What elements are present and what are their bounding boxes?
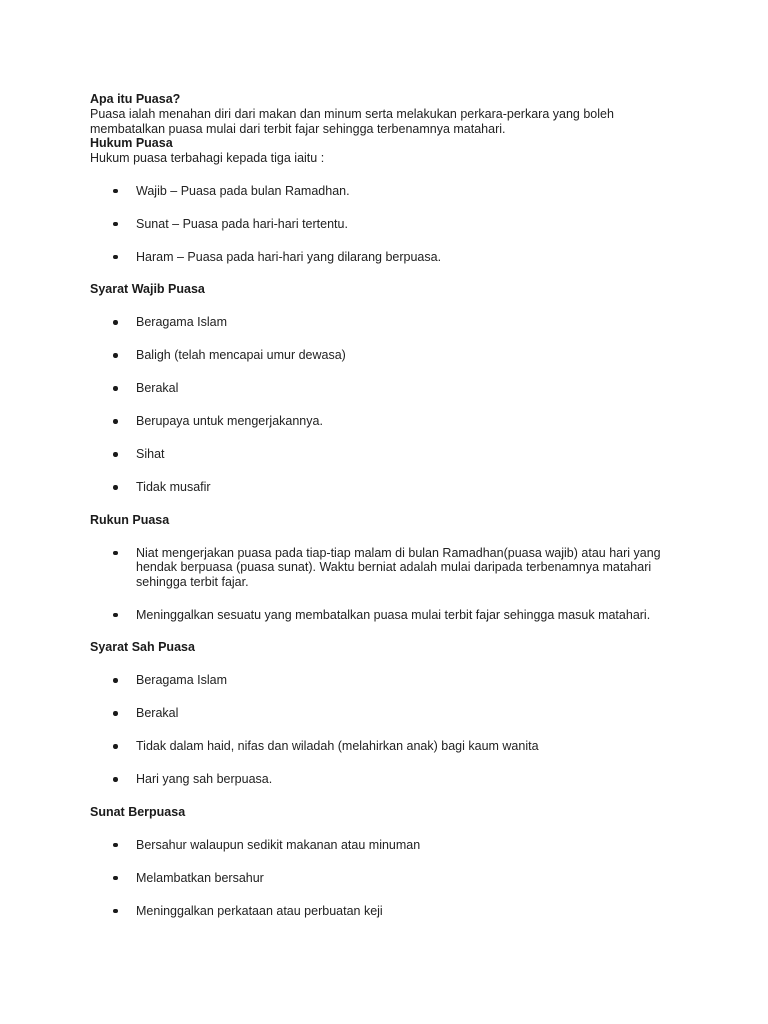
list-item-text: Meninggalkan sesuatu yang membatalkan puasa mulai terbit fajar sehingga masuk matahari.	[136, 607, 651, 622]
list-item	[90, 447, 661, 462]
list-item	[90, 546, 661, 590]
list-item-text: Meninggalkan perkataan atau perbuatan keji	[136, 903, 383, 918]
list-item-text: Beragama Islam	[136, 315, 228, 329]
hukum-list	[90, 184, 690, 265]
list-item	[90, 838, 661, 853]
list-item-text: Melambatkan bersahur	[136, 870, 264, 885]
bullet-icon	[113, 909, 118, 914]
bullet-icon	[113, 551, 118, 556]
list-item	[90, 480, 661, 495]
syarat-sah-list	[90, 673, 690, 787]
rukun-list	[90, 546, 690, 623]
intro-paragraph: Puasa ialah menahan diri dari makan dan minum serta melakukan perkara-perkara yang boleh membatalkan puasa mulai dari terbit fajar sehingga terbenamnya matahari.	[90, 107, 614, 136]
bullet-icon	[113, 189, 118, 194]
syarat-wajib-list	[90, 315, 690, 495]
list-item	[90, 348, 661, 363]
intro-heading: Apa itu Puasa?	[90, 92, 181, 106]
bullet-icon	[113, 386, 118, 391]
syarat-sah-heading: Syarat Sah Puasa	[90, 640, 195, 654]
list-item	[90, 904, 661, 919]
bullet-icon	[113, 744, 118, 749]
list-item-text: Tidak musafir	[136, 480, 211, 494]
list-item-text: Bersahur walaupun sedikit makanan atau minuman	[136, 837, 421, 852]
list-item	[90, 706, 661, 721]
list-item	[90, 414, 661, 429]
bullet-icon	[113, 320, 118, 325]
list-item	[90, 184, 661, 199]
hukum-heading: Hukum Puasa	[90, 136, 173, 150]
list-item-text: Sunat – Puasa pada hari-hari tertentu.	[136, 216, 348, 231]
list-item-text: Haram – Puasa pada hari-hari yang dilarang berpuasa.	[136, 249, 442, 264]
list-item	[90, 608, 661, 623]
list-item-text: Berakal	[136, 381, 179, 395]
bullet-icon	[113, 777, 118, 782]
list-item	[90, 381, 661, 396]
bullet-icon	[113, 876, 118, 881]
list-item-text: Berupaya untuk mengerjakannya.	[136, 414, 323, 428]
bullet-icon	[113, 419, 118, 424]
bullet-icon	[113, 843, 118, 848]
list-item-text: Niat mengerjakan puasa pada tiap-tiap malam di bulan Ramadhan(puasa wajib) atau hari yang hendak berpuasa (puasa sunat). Waktu berniat adalah mulai daripada terbenamnya matahari sehingga terbit fajar.	[136, 545, 661, 589]
list-item	[90, 772, 661, 787]
bullet-icon	[113, 711, 118, 716]
sunat-list	[90, 838, 690, 919]
bullet-icon	[113, 452, 118, 457]
rukun-heading: Rukun Puasa	[90, 512, 170, 527]
list-item	[90, 871, 661, 886]
list-item	[90, 673, 661, 688]
bullet-icon	[113, 353, 118, 358]
list-item-text: Tidak dalam haid, nifas dan wiladah (melahirkan anak) bagi kaum wanita	[136, 739, 539, 753]
list-item-text: Berakal	[136, 706, 179, 720]
bullet-icon	[113, 485, 118, 490]
list-item	[90, 315, 661, 330]
list-item-text: Sihat	[136, 447, 165, 461]
bullet-icon	[113, 255, 118, 260]
list-item	[90, 250, 661, 265]
hukum-paragraph: Hukum puasa terbahagi kepada tiga iaitu :	[90, 151, 325, 165]
list-item	[90, 739, 661, 754]
bullet-icon	[113, 613, 118, 618]
syarat-wajib-heading: Syarat Wajib Puasa	[90, 282, 205, 296]
list-item	[90, 217, 661, 232]
list-item-text: Beragama Islam	[136, 673, 228, 687]
bullet-icon	[113, 222, 118, 227]
bullet-icon	[113, 678, 118, 683]
sunat-heading: Sunat Berpuasa	[90, 804, 186, 819]
list-item-text: Wajib – Puasa pada bulan Ramadhan.	[136, 183, 350, 198]
document-content	[90, 92, 690, 918]
list-item-text: Baligh (telah mencapai umur dewasa)	[136, 348, 346, 362]
list-item-text: Hari yang sah berpuasa.	[136, 772, 273, 786]
